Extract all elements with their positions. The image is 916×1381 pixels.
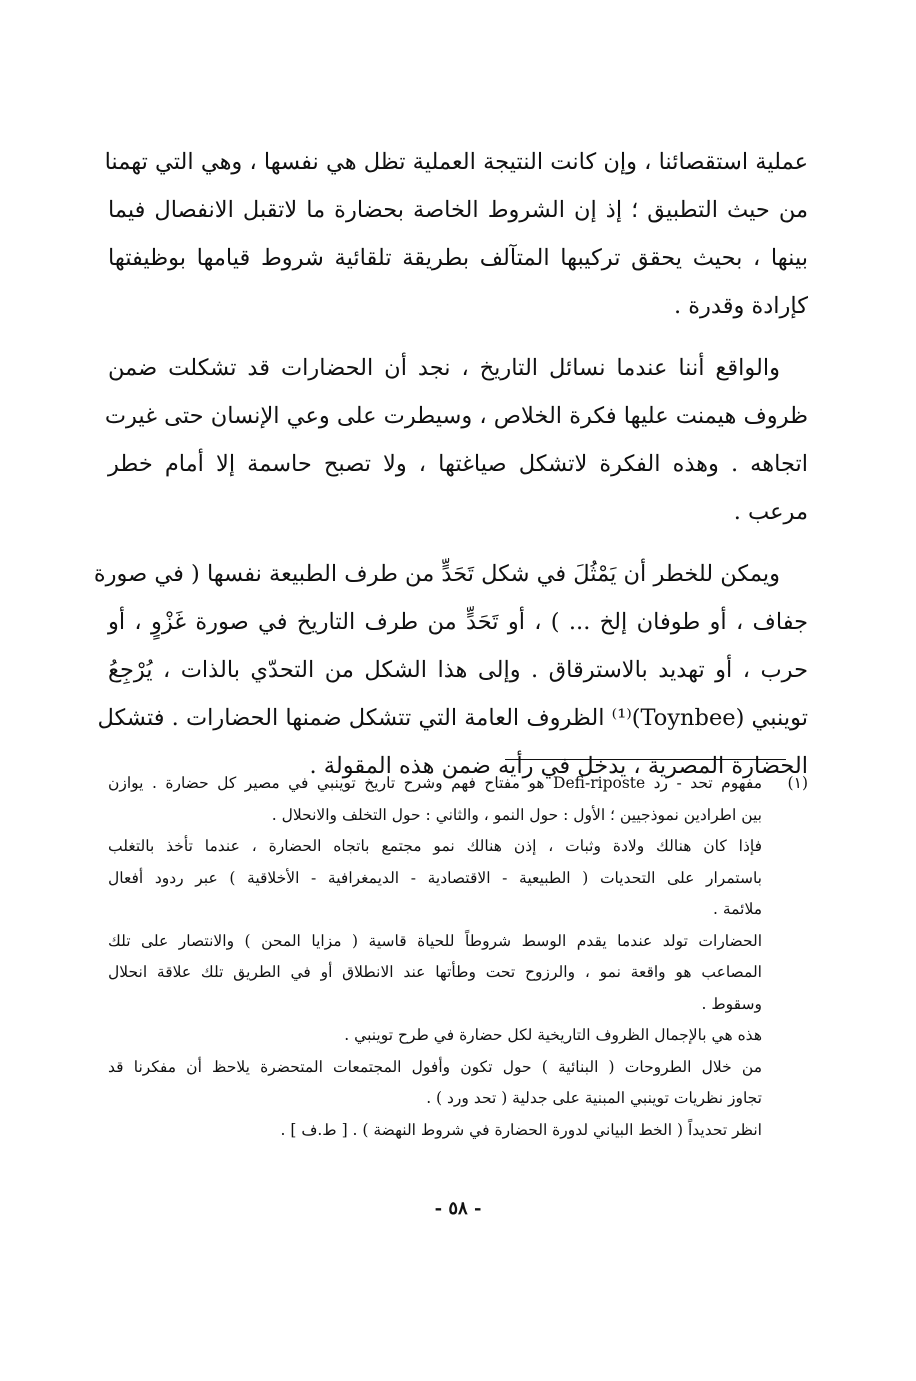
text-line: ويمكن للخطر أن يَمْثُلَ في شكل تَحَدٍّ من طرف الطبيعة نفسها ( في صورة xyxy=(93,561,780,587)
text-line: توينبي (Toynbee)⁽¹⁾ الظروف العامة التي تتشكل ضمنها الحضارات . فتشكل xyxy=(97,705,808,731)
footnote-line: المصاعب هو واقعة نمو ، والرزوح تحت وطأتها عند الانطلاق أو في الطريق تلك علاقة انحلال xyxy=(108,963,762,981)
text-line: عملية استقصائنا ، وإن كانت النتيجة العملية تظل هي نفسها ، وهي التي تهمنا xyxy=(104,149,808,175)
footnote-line: مفهوم تحد - رد Defi-riposte هو مفتاح فهم وشرح تاريخ توينبي في مصير كل حضارة . يوازن xyxy=(108,774,762,792)
text-line: الحضارة المصرية ، يدخل في رأيه ضمن هذه المقولة . xyxy=(309,753,808,779)
text-line: حرب ، أو تهديد بالاسترقاق . وإلى هذا الشكل من التحدّي بالذات ، يُرْجِعُ xyxy=(108,657,808,683)
text-line: مرعب . xyxy=(733,499,808,525)
footnote-line: انظر تحديداً ( الخط البياني لدورة الحضارة في شروط النهضة ) . [ ط.ف ] . xyxy=(280,1120,762,1139)
footnotes xyxy=(108,768,808,1146)
footnote-1 xyxy=(108,768,808,1146)
text-line: اتجاهه . وهذه الفكرة لاتشكل صياغتها ، ولا تصبح حاسمة إلا أمام خطر xyxy=(108,451,808,477)
paragraph-3 xyxy=(93,550,808,790)
paragraph-1 xyxy=(104,138,808,330)
footnote-line: من خلال الطروحات ( البنائية ) حول تكون وأفول المجتمعات المتحضرة يلاحظ أن مفكرنا قد xyxy=(108,1057,762,1076)
footnote-line: الحضارات تولد عندما يقدم الوسط شروطاً للحياة قاسية ( مزايا المحن ) والانتصار على تلك xyxy=(108,931,762,950)
text-line: والواقع أننا عندما نسائل التاريخ ، نجد أن الحضارات قد تشكلت ضمن xyxy=(108,355,780,381)
footnote-line: وسقوط . xyxy=(701,994,762,1013)
text-line: بينها ، بحيث يحقق تركيبها المتآلف بطريقة تلقائية شروط قيامها بوظيفتها xyxy=(108,245,808,271)
footnote-line: بين اطرادين نموذجيين ؛ الأول : حول النمو ، والثاني : حول التخلف والانحلال . xyxy=(271,805,762,824)
footnote-divider xyxy=(505,759,786,760)
footnote-line: هذه هي بالإجمال الظروف التاريخية لكل حضارة في طرح توينبي . xyxy=(344,1026,762,1044)
footnote-line: فإذا كان هنالك ولادة وثبات ، إذن هنالك نمو مجتمع باتجاه الحضارة ، عندما تأخذ بالتغلب xyxy=(108,837,762,855)
paragraph-2 xyxy=(104,344,808,536)
main-text xyxy=(93,138,808,804)
text-line: ظروف هيمنت عليها فكرة الخلاص ، وسيطرت على وعي الإنسان حتى غيرت xyxy=(104,403,808,429)
text-line: من حيث التطبيق ؛ إذ إن الشروط الخاصة بحضارة ما لاتقبل الانفصال فيما xyxy=(108,197,808,223)
footnote-line: باستمرار على التحديات ( الطبيعية - الاقتصادية - الديمغرافية - الأخلاقية ) عبر ردود أفعال xyxy=(108,868,762,887)
page-number: - ٥٨ - xyxy=(434,1198,482,1219)
footnote-marker: (١) xyxy=(787,774,808,792)
text-line: جفاف ، أو طوفان إلخ ... ) ، أو تَحَدٍّ من طرف التاريخ في صورة غَزْوٍ ، أو xyxy=(108,609,808,635)
footnote-line: تجاوز نظريات توينبي المبنية على جدلية ( تحد ورد ) . xyxy=(426,1089,762,1107)
text-line: كإرادة وقدرة . xyxy=(673,293,808,319)
footnote-line: ملائمة . xyxy=(713,900,762,918)
